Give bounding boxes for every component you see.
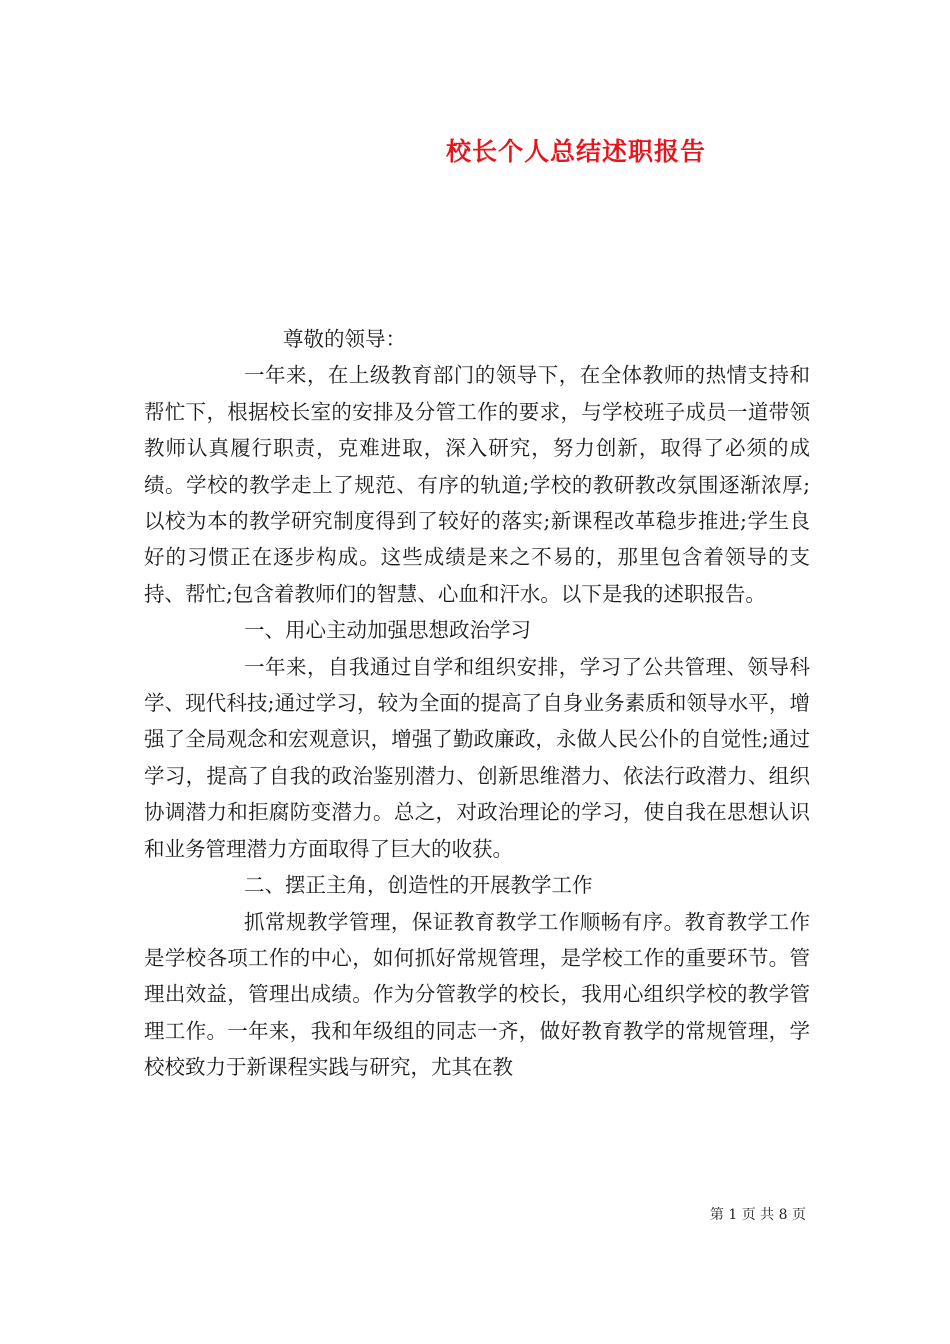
page-number-footer: 第 1 页 共 8 页 [709, 1207, 806, 1223]
document-title: 校长个人总结述职报告 [445, 137, 706, 166]
section-heading-1: 一、用心主动加强思想政治学习 [244, 618, 531, 643]
paragraph-section-2: 抓常规教学管理，保证教育教学工作顺畅有序。教育教学工作是学校各项工作的中心，如何抓好常规管理，是学校工作的重要环节。管理出效益，管理出成绩。作为分管教学的校长，我用心组织学校的教学管理工作。一年来，我和年级组的同志一齐，做好教育教学的常规管理，学校校致力于新课程实践与研究，尤其在教 [144, 909, 810, 1080]
salutation: 尊敬的领导： [283, 327, 406, 351]
paragraph-section-1: 一年来，自我通过自学和组织安排，学习了公共管理、领导科学、现代科技;通过学习，较为全面的提高了自身业务素质和领导水平，增强了全局观念和宏观意识，增强了勤政廉政，永做人民公仆的自觉性;通过学习，提高了自我的政治鉴别潜力、创新思维潜力、依法行政潜力、组织协调潜力和拒腐防变潜力。总之，对政治理论的学习，使自我在思想认识和业务管理潜力方面取得了巨大的收获。 [144, 654, 810, 861]
document-body [144, 321, 810, 1086]
section-heading-2: 二、摆正主角，创造性的开展教学工作 [244, 873, 593, 898]
paragraph-intro: 一年来，在上级教育部门的领导下，在全体教师的热情支持和帮忙下，根据校长室的安排及分管工作的要求，与学校班子成员一道带领教师认真履行职责，克难进取，深入研究，努力创新，取得了必须的成绩。学校的教学走上了规范、有序的轨道;学校的教研教改氛围逐渐浓厚;以校为本的教学研究制度得到了较好的落实;新课程改革稳步推进;学生良好的习惯正在逐步构成。这些成绩是来之不易的，那里包含着领导的支持、帮忙;包含着教师们的智慧、心血和汗水。以下是我的述职报告。 [144, 363, 810, 606]
